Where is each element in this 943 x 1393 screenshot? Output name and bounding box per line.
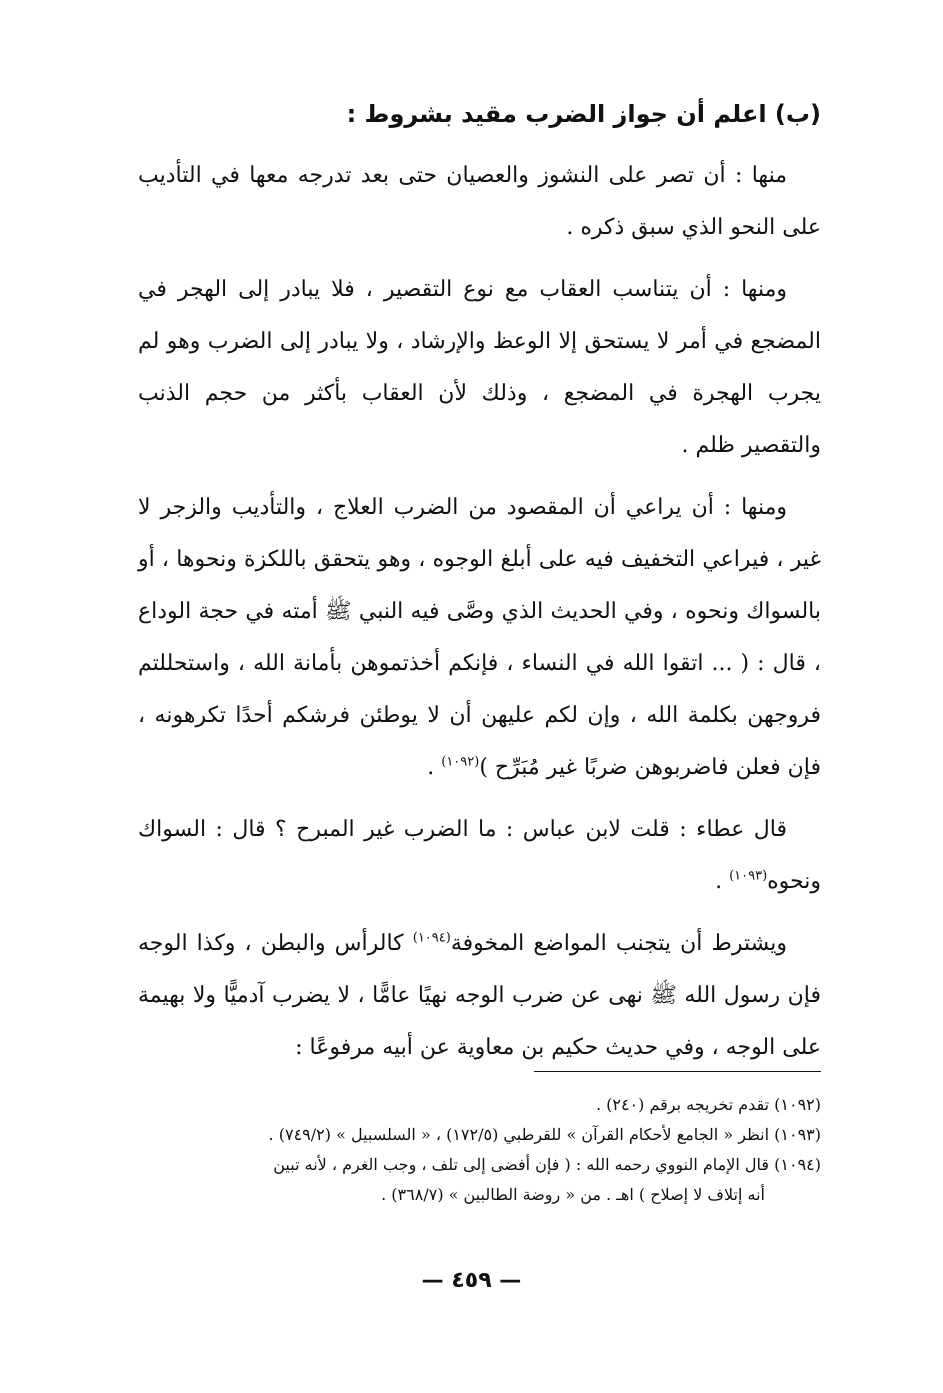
paragraph-3: [138, 482, 821, 794]
paragraph-4-end: .: [715, 869, 730, 894]
footnote-ref-1094[interactable]: (١٠٩٤): [412, 930, 451, 946]
paragraph-3-text: ومنها : أن يراعي أن المقصود من الضرب العلاج ، والتأديب والزجر لا غير ، فيراعي التخفيف فيه على أبلغ الوجوه ، وهو يتحقق باللكزة ونحوها ، أو بالسواك ونحوه ، وفي الحديث الذي وصَّى فيه النبي ﷺ أمته في حجة الوداع ، قال : ( ... اتقوا الله في النساء ، فإنكم أخذتموهن بأمانة الله ، واستحللتم فروجهن بكلمة الله ، وإن لكم عليهن أن لا يوطئن فرشكم أحدًا تكرهونه ، فإن فعلن فاضربوهن ضربًا غير مُبَرِّح ): [138, 495, 821, 780]
paragraph-1: منها : أن تصر على النشوز والعصيان حتى بعد تدرجه معها في التأديب على النحو الذي سبق ذكره .: [138, 163, 821, 240]
paragraph-2: ومنها : أن يتناسب العقاب مع نوع التقصير ، فلا يبادر إلى الهجر في المضجع في أمر لا يستحق إلا الوعظ والإرشاد ، ولا يبادر إلى الضرب وهو لم يجرب الهجرة في المضجع ، وذلك لأن العقاب بأكثر من حجم الذنب والتقصير ظلم .: [138, 277, 821, 458]
paragraph-5: [138, 918, 821, 1074]
footnote-1093: (١٠٩٣) انظر « الجامع لأحكام القرآن » للقرطبي (١٧٢/٥) ، « السلسبيل » (٧٤٩/٢) .: [268, 1125, 821, 1144]
footnote-1092: (١٠٩٢) تقدم تخريجه برقم (٢٤٠) .: [595, 1095, 821, 1114]
paragraph-3-end: .: [427, 755, 442, 780]
section-heading: (ب) اعلم أن جواز الضرب مقيد بشروط :: [346, 100, 821, 128]
paragraph-5-rest: كالرأس والبطن ، وكذا الوجه فإن رسول الله ﷺ نهى عن ضرب الوجه نهيًا عامًّا ، لا يضرب آدميًّا ولا بهيمة على الوجه ، وفي حديث حكيم بن معاوية عن أبيه مرفوعًا :: [138, 931, 821, 1060]
page-body: [138, 92, 821, 1084]
page-number: — ٤٥٩ —: [421, 1268, 522, 1293]
footnote-1094: (١٠٩٤) قال الإمام النووي رحمه الله : ( فإن أفضى إلى تلف ، وجب الغرم ، لأنه تبين: [273, 1155, 821, 1174]
paragraph-4: [138, 804, 821, 908]
footnote-1094-continued: أنه إتلاف لا إصلاح ) اهـ . من « روضة الطالبين » (٣٦٨/٧) .: [381, 1185, 765, 1204]
footnote-ref-1093[interactable]: (١٠٩٣): [729, 868, 768, 884]
footnotes: [138, 1090, 821, 1210]
footnote-divider: [534, 1071, 821, 1072]
paragraph-5-start: ويشترط أن يتجنب المواضع المخوفة: [450, 931, 787, 956]
paragraph-4-text: قال عطاء : قلت لابن عباس : ما الضرب غير المبرح ؟ قال : السواك ونحوه: [138, 817, 821, 894]
footnote-ref-1092[interactable]: (١٠٩٢): [441, 754, 480, 770]
